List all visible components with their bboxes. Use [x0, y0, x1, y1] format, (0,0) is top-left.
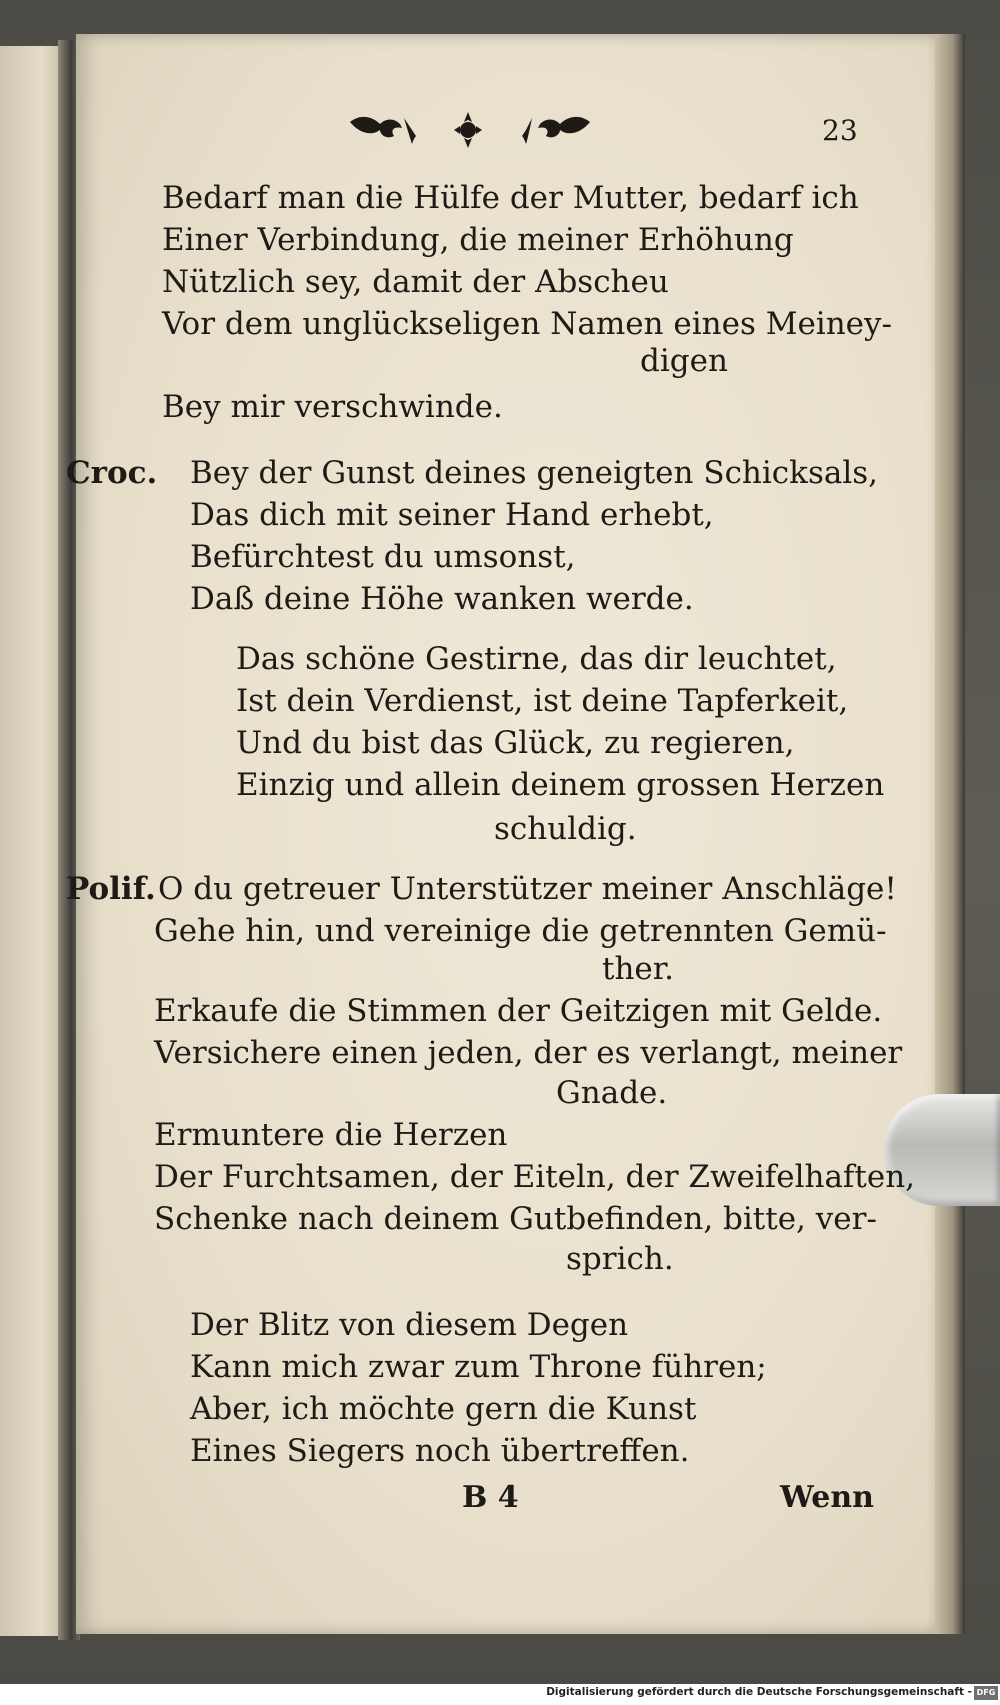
catchword: Wenn — [780, 1480, 874, 1515]
verse-line: Nützlich sey, damit der Abscheu — [162, 264, 669, 300]
verse-line: Vor dem unglückseligen Namen eines Meiney- — [162, 306, 893, 342]
verse-line: Der Furchtsamen, der Eiteln, der Zweifelhaften, — [154, 1159, 916, 1195]
footer-credit: Digitalisierung gefördert durch die Deutsche Forschungsgemeinschaft - — [546, 1686, 972, 1698]
signature-mark: B 4 — [462, 1480, 519, 1515]
verse-line-continuation: schuldig. — [494, 811, 637, 847]
verse-line: Bey der Gunst deines geneigten Schicksals, — [190, 455, 879, 491]
verse-line: Einzig und allein deinem grossen Herzen — [236, 767, 885, 803]
verse-line-continuation: Gnade. — [556, 1075, 668, 1111]
verse-line-continuation: digen — [640, 343, 728, 379]
verse-line: O du getreuer Unterstützer meiner Anschläge! — [158, 871, 897, 907]
verse-line: Der Blitz von diesem Degen — [190, 1307, 629, 1343]
verse-line: Das schöne Gestirne, das dir leuchtet, — [236, 641, 837, 677]
page-number: 23 — [822, 114, 858, 147]
verse-line: Versichere einen jeden, der es verlangt, meiner — [154, 1035, 903, 1071]
verse-line: Bedarf man die Hülfe der Mutter, bedarf ich — [162, 180, 859, 216]
speaker-name: Croc. — [66, 455, 158, 491]
verse-line: Befürchtest du umsonst, — [190, 539, 576, 575]
verse-line: Schenke nach deinem Gutbefinden, bitte, ver- — [154, 1201, 877, 1237]
verse-line: Und du bist das Glück, zu regieren, — [236, 725, 795, 761]
verse-line: Das dich mit seiner Hand erhebt, — [190, 497, 714, 533]
verse-line: Einer Verbindung, die meiner Erhöhung — [162, 222, 794, 258]
verse-line-continuation: sprich. — [566, 1241, 674, 1277]
verse-line: Ermuntere die Herzen — [154, 1117, 508, 1153]
verse-line: Bey mir verschwinde. — [162, 389, 503, 425]
verse-line: Kann mich zwar zum Throne führen; — [190, 1349, 767, 1385]
verse-line: Ist dein Verdienst, ist deine Tapferkeit, — [236, 683, 849, 719]
verse-line: Erkaufe die Stimmen der Geitzigen mit Gelde. — [154, 993, 883, 1029]
verse-line: Daß deine Höhe wanken werde. — [190, 581, 694, 617]
verse-line-continuation: ther. — [602, 951, 675, 987]
ornament-icon — [350, 108, 590, 152]
page-stack-edge — [935, 34, 965, 1634]
verse-line: Eines Siegers noch übertreffen. — [190, 1433, 690, 1469]
dfg-logo: DFG — [974, 1686, 998, 1700]
verse-line: Gehe hin, und vereinige die getrennten Gemü- — [154, 913, 887, 949]
verse-line: Aber, ich möchte gern die Kunst — [190, 1391, 697, 1427]
speaker-name: Polif. — [66, 871, 156, 907]
